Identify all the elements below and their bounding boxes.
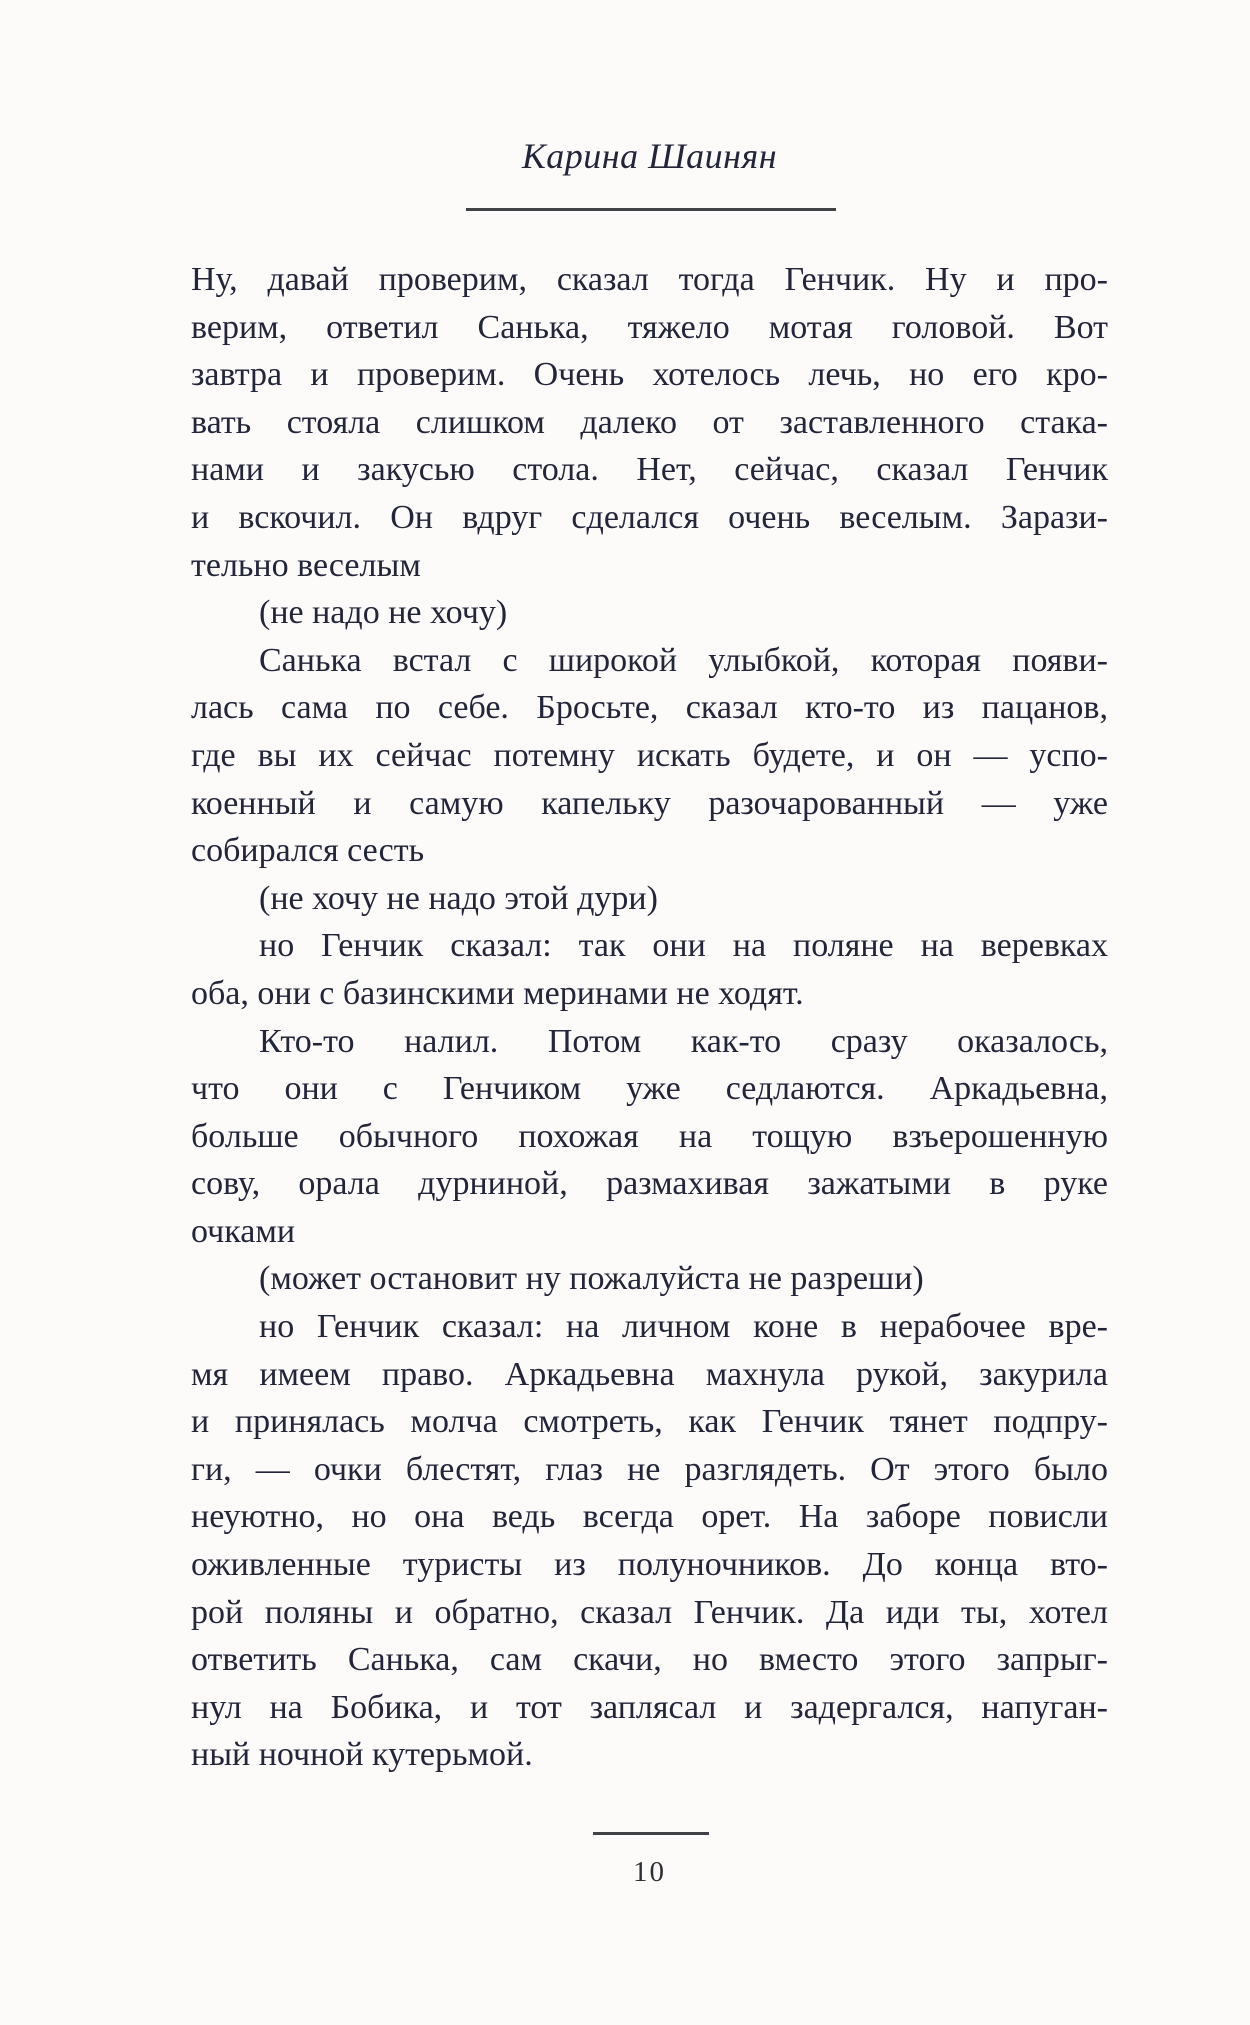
footer-rule [593,1832,709,1835]
text-line: рой поляны и обратно, сказал Генчик. Да иди ты, хотел [191,1593,1108,1631]
text-line: нами и закусью стола. Нет, сейчас, сказал Генчик [191,451,1108,489]
text-line: лась сама по себе. Бросьте, сказал кто-то из пацанов, [191,689,1108,727]
text-line: ный ночной кутерьмой. [191,1736,533,1774]
page-number: 10 [633,1856,666,1888]
text-line: (может остановит ну пожалуйста не разреши) [259,1260,924,1298]
text-line: больше обычного похожая на тощую взъерошенную [191,1117,1108,1155]
text-line: вать стояла слишком далеко от заставленного стака- [191,403,1108,441]
body-text [191,256,1108,1779]
text-line: (не надо не хочу) [259,594,508,632]
text-line: где вы их сейчас потемну искать будете, и он — успо- [191,736,1108,774]
text-line: коенный и самую капельку разочарованный — уже [191,784,1108,822]
text-line: сову, орала дурниной, размахивая зажатыми в руке [191,1165,1108,1203]
text-line: Ну, давай проверим, сказал тогда Генчик. Ну и про- [191,261,1108,298]
text-line: что они с Генчиком уже седлаются. Аркадьевна, [191,1070,1108,1108]
text-line: ги, — очки блестят, глаз не разглядеть. От этого было [191,1450,1108,1488]
text-line: Кто-то налил. Потом как-то сразу оказалось, [259,1022,1108,1060]
text-line: верим, ответил Санька, тяжело мотая головой. Вот [191,308,1108,346]
text-line: оба, они с базинскими меринами не ходят. [191,974,804,1012]
text-line: и вскочил. Он вдруг сделался очень веселым. Зарази- [191,498,1108,536]
text-line: неуютно, но она ведь всегда орет. На заборе повисли [191,1498,1108,1536]
text-line: собирался сесть [191,832,425,870]
text-line: Санька встал с широкой улыбкой, которая появи- [259,641,1108,679]
text-line: оживленные туристы из полуночников. До конца вто- [191,1546,1108,1584]
text-line: мя имеем право. Аркадьевна махнула рукой, закурила [191,1355,1108,1393]
text-line: но Генчик сказал: так они на поляне на веревках [259,927,1108,965]
text-line: завтра и проверим. Очень хотелось лечь, но его кро- [191,356,1108,394]
text-line: очками [191,1212,296,1250]
text-line: и принялась молча смотреть, как Генчик тянет подпру- [191,1403,1108,1441]
text-line: нул на Бобика, и тот заплясал и задергался, напуган- [191,1688,1108,1726]
text-line: ответить Санька, сам скачи, но вместо этого запрыг- [191,1641,1108,1679]
text-line: тельно веселым [191,546,421,584]
text-line: (не хочу не надо этой дури) [259,879,658,917]
header-rule [466,208,836,211]
author-name: Карина Шаинян [521,136,778,176]
text-line: но Генчик сказал: на личном коне в нерабочее вре- [259,1308,1108,1346]
